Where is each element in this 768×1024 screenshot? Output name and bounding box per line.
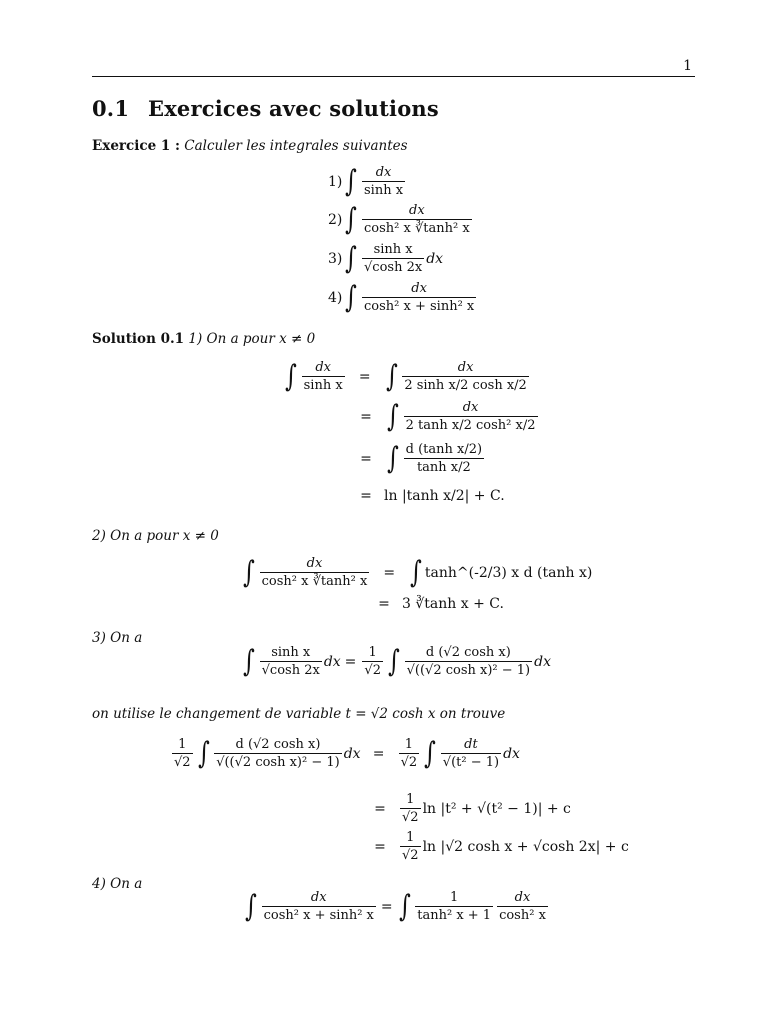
problem-1-fraction: [362, 165, 405, 198]
problem-3-numerator: sinh x: [362, 242, 424, 259]
one-over-root2: [172, 737, 193, 770]
root2: √2: [400, 755, 418, 770]
problem-2-label: 2): [328, 211, 343, 228]
part1-lhs-den: sinh x: [303, 378, 343, 393]
header-rule: [92, 76, 695, 77]
section-heading: [92, 96, 439, 121]
part1-lhs-fraction: [302, 360, 345, 393]
exercise-line: [92, 138, 408, 154]
equals-sign: =: [380, 898, 393, 915]
part1-step-3-fraction: [404, 442, 484, 475]
part3-line-4: [362, 830, 629, 863]
part2-line-2: [366, 596, 504, 612]
part4-rhs-num-1: 1: [415, 890, 493, 907]
integral-sign: ∫: [242, 554, 255, 590]
part4-lhs-fraction: [262, 890, 376, 923]
part1-step-2-num: dx: [404, 400, 538, 417]
dx-text: dx: [323, 653, 341, 670]
part3-sub-den: √(t² − 1): [442, 755, 500, 770]
equals-sign: =: [374, 800, 386, 817]
part1-lhs-num: dx: [302, 360, 345, 377]
part1-step-1-fraction: [402, 360, 529, 393]
problem-4-fraction: [362, 281, 476, 314]
integral-sign: ∫: [244, 888, 257, 924]
problem-4-label: 4): [328, 289, 343, 306]
part2-lhs-fraction: [260, 556, 370, 589]
problem-4-numerator: dx: [362, 281, 476, 298]
part1-step-3-den: tanh x/2: [416, 460, 471, 475]
part3-rhs-num: d (√2 cosh x): [405, 645, 533, 662]
integral-sign: ∫: [386, 440, 399, 476]
integral-sign: ∫: [284, 358, 297, 394]
one: 1: [399, 737, 420, 754]
root2: √2: [174, 755, 191, 770]
part1-step-2-fraction: [404, 400, 538, 433]
root2: √2: [364, 663, 381, 678]
solution-label: Solution 0.1: [92, 331, 185, 347]
root2: √2: [402, 848, 419, 863]
problem-2: [328, 203, 474, 236]
part3-line-2: [170, 737, 520, 770]
problem-4-denominator: cosh² x + sinh² x: [364, 299, 475, 314]
part4-rhs-num-2: dx: [497, 890, 548, 907]
problem-1-numerator: dx: [362, 165, 405, 182]
part3-lhs-den: √cosh 2x: [261, 663, 320, 678]
problem-2-denominator: cosh² x ∛tanh² x: [364, 221, 470, 236]
integral-sign: ∫: [398, 888, 411, 924]
problem-3-label: 3): [328, 250, 343, 267]
part3-rhs-den: √((√2 cosh x)² − 1): [406, 663, 531, 678]
part3-step-2: ln |t² + √(t² − 1)| + c: [422, 800, 571, 817]
part3-rhs-fraction-2: [214, 737, 342, 770]
problem-1-label: 1): [328, 173, 343, 190]
part3-sub-fraction: [441, 737, 501, 770]
one: 1: [362, 645, 383, 662]
equals-sign: =: [344, 653, 357, 670]
part1-final: ln |tanh x/2| + C.: [384, 488, 505, 504]
problem-1: [328, 165, 407, 198]
one: 1: [172, 737, 193, 754]
integral-sign: ∫: [410, 554, 422, 590]
equals-sign: =: [358, 368, 371, 385]
part4-lhs-den: cosh² x + sinh² x: [263, 908, 374, 923]
part3-rhs-fraction: [405, 645, 533, 678]
part4-rhs-den-2: cosh² x: [499, 908, 546, 923]
part3-rhs-num-2: d (√2 cosh x): [214, 737, 342, 754]
one: 1: [400, 830, 421, 847]
root2: √2: [402, 810, 419, 825]
part1-step-1-den: 2 sinh x/2 cosh x/2: [404, 378, 527, 393]
part2-lhs-num: dx: [260, 556, 370, 573]
part2-step-2: 3 ∛tanh x + C.: [402, 596, 504, 612]
problem-3-fraction: [362, 242, 424, 275]
part3-step-3: ln |√2 cosh x + √cosh 2x| + c: [422, 838, 629, 855]
integral-sign: ∫: [345, 201, 358, 237]
page-number: 1: [683, 58, 692, 74]
part1-line-4: [348, 488, 505, 504]
integral-sign: ∫: [345, 240, 358, 276]
integral-sign: ∫: [424, 735, 436, 771]
part1-line-3: [348, 442, 486, 475]
problem-2-fraction: [362, 203, 472, 236]
solution-line: [92, 331, 315, 347]
equals-sign: =: [378, 596, 390, 612]
part4-line-1: [242, 890, 550, 923]
dx-text: dx: [343, 745, 361, 762]
part4-intro: 4) On a: [92, 876, 143, 892]
exercise-statement: Calculer les integrales suivantes: [184, 138, 408, 154]
equals-sign: =: [360, 488, 372, 504]
integral-sign: ∫: [387, 643, 400, 679]
integral-sign: ∫: [386, 398, 399, 434]
part3-line-1: [240, 645, 551, 678]
equals-sign: =: [383, 564, 396, 581]
problem-3-denominator: √cosh 2x: [364, 260, 423, 275]
problem-4: [328, 281, 478, 314]
equals-sign: =: [374, 838, 386, 855]
part3-rhs-den-2: √((√2 cosh x)² − 1): [216, 755, 340, 770]
one: 1: [400, 792, 421, 809]
part3-change: on utilise le changement de variable t = √2 cosh x on trouve: [92, 706, 506, 722]
integral-sign: ∫: [242, 643, 255, 679]
part3-lhs-fraction: [260, 645, 322, 678]
dx-text: dx: [503, 745, 520, 762]
equals-sign: =: [360, 450, 372, 467]
part1-step-3-num: d (tanh x/2): [405, 442, 483, 457]
one-over-root2: [400, 830, 421, 863]
part4-rhs-den-1: tanh² x + 1: [417, 908, 492, 923]
equals-sign: =: [372, 745, 385, 762]
integral-sign: ∫: [385, 358, 398, 394]
part2-lhs-den: cosh² x ∛tanh² x: [261, 574, 368, 589]
integral-sign: ∫: [345, 163, 358, 199]
problem-2-numerator: dx: [362, 203, 472, 220]
part4-rhs-fraction-1: [415, 890, 493, 923]
equals-sign: =: [360, 408, 372, 425]
one-over-root2: [399, 737, 420, 770]
dx-text: dx: [534, 653, 551, 670]
one-over-root2: [362, 645, 383, 678]
section-number: 0.1: [92, 96, 130, 121]
integral-sign: ∫: [345, 279, 358, 315]
part1-line-2: [348, 400, 540, 433]
exercise-label: Exercice 1 :: [92, 138, 180, 154]
part2-step-1: tanh^(-2/3) x d (tanh x): [424, 564, 593, 581]
one-over-root2: [400, 792, 421, 825]
problem-3-dx: dx: [426, 250, 444, 267]
part3-intro: 3) On a: [92, 630, 143, 646]
part3-lhs-num: sinh x: [260, 645, 322, 662]
part1-step-2-den: 2 tanh x/2 cosh² x/2: [405, 418, 536, 433]
part2-intro: 2) On a pour x ≠ 0: [92, 528, 219, 544]
section-title: Exercices avec solutions: [148, 96, 439, 121]
part4-lhs-num: dx: [262, 890, 376, 907]
part1-step-1-num: dx: [402, 360, 529, 377]
part3-line-3: [362, 792, 571, 825]
integral-sign: ∫: [197, 735, 210, 771]
part4-rhs-fraction-2: [497, 890, 548, 923]
part1-line-1: [282, 360, 531, 393]
problem-1-denominator: sinh x: [364, 183, 404, 198]
part3-sub-num: dt: [441, 737, 501, 754]
part1-intro: 1) On a pour x ≠ 0: [188, 331, 316, 347]
part2-line-1: [240, 556, 592, 589]
problem-3: [328, 242, 443, 275]
